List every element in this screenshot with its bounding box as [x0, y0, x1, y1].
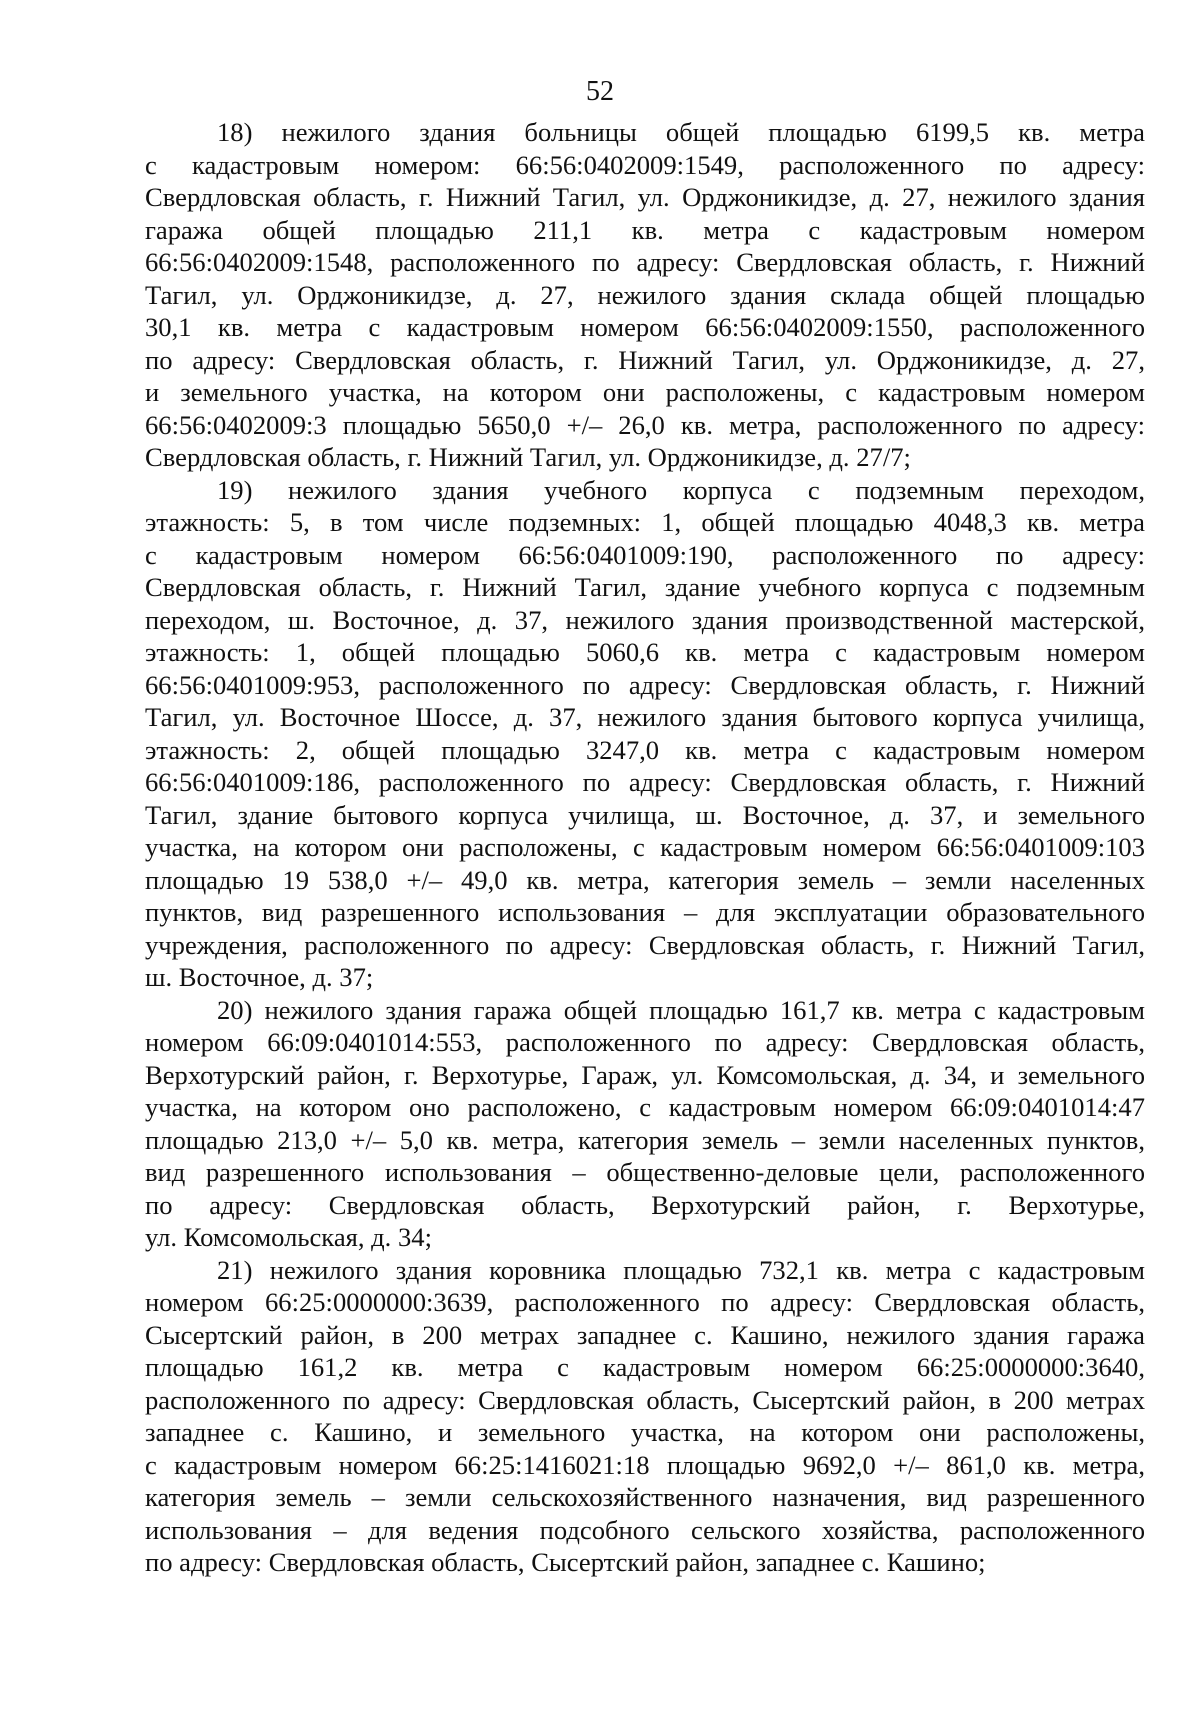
- text-line: 66:56:0401009:953, расположенного по адресу: Свердловская область, г. Нижний: [145, 669, 1145, 700]
- text-line: 30,1 кв. метра с кадастровым номером 66:56:0402009:1550, расположенного: [145, 312, 1145, 342]
- text-line: площадью 161,2 кв. метра с кадастровым номером 66:25:0000000:3640,: [145, 1352, 1145, 1382]
- text-line: номером 66:25:0000000:3639, расположенного по адресу: Свердловская область,: [145, 1287, 1145, 1317]
- text-line: Тагил, ул. Орджоникидзе, д. 27, нежилого здания склада общей площадью: [145, 279, 1145, 310]
- text-line: площадью 213,0 +/– 5,0 кв. метра, категория земель – земли населенных пунктов,: [145, 1124, 1145, 1155]
- text-line: этажность: 2, общей площадью 3247,0 кв. метра с кадастровым номером: [145, 734, 1145, 765]
- text-line: по адресу: Свердловская область, Сысертский район, западнее с. Кашино;: [145, 1547, 986, 1577]
- text-line: 66:56:0402009:3 площадью 5650,0 +/– 26,0 кв. метра, расположенного по адресу:: [145, 409, 1145, 440]
- text-line: ул. Комсомольская, д. 34;: [145, 1222, 432, 1252]
- text-line: по адресу: Свердловская область, г. Нижний Тагил, ул. Орджоникидзе, д. 27,: [145, 344, 1145, 375]
- paragraph-item-20: [145, 994, 1145, 1254]
- text-line: с кадастровым номером: 66:56:0402009:1549, расположенного по адресу:: [145, 149, 1145, 180]
- text-line: пунктов, вид разрешенного использования – для эксплуатации образовательного: [145, 897, 1145, 927]
- text-line: Тагил, ул. Восточное Шоссе, д. 37, нежилого здания бытового корпуса училища,: [145, 702, 1145, 732]
- text-line: и земельного участка, на котором они расположены, с кадастровым номером: [145, 377, 1145, 407]
- text-line: участка, на котором они расположены, с кадастровым номером 66:56:0401009:103: [145, 832, 1145, 862]
- document-body: [145, 116, 1145, 1579]
- text-line: использования – для ведения подсобного сельского хозяйства, расположенного: [145, 1514, 1145, 1545]
- text-line: Свердловская область, г. Нижний Тагил, здание учебного корпуса с подземным: [145, 572, 1145, 602]
- text-line: 20) нежилого здания гаража общей площадью 161,7 кв. метра с кадастровым: [217, 994, 1145, 1025]
- text-line: номером 66:09:0401014:553, расположенного по адресу: Свердловская область,: [145, 1027, 1145, 1057]
- text-line: по адресу: Свердловская область, Верхотурский район, г. Верхотурье,: [145, 1189, 1145, 1220]
- text-line: расположенного по адресу: Свердловская область, Сысертский район, в 200 метрах: [145, 1384, 1145, 1415]
- text-line: этажность: 1, общей площадью 5060,6 кв. метра с кадастровым номером: [145, 637, 1145, 667]
- paragraph-item-21: [145, 1254, 1145, 1579]
- text-line: переходом, ш. Восточное, д. 37, нежилого здания производственной мастерской,: [145, 604, 1145, 635]
- text-line: Свердловская область, г. Нижний Тагил, ул. Орджоникидзе, д. 27/7;: [145, 442, 911, 472]
- text-line: Сысертский район, в 200 метрах западнее с. Кашино, нежилого здания гаража: [145, 1319, 1145, 1350]
- text-line: Тагил, здание бытового корпуса училища, ш. Восточное, д. 37, и земельного: [145, 799, 1145, 830]
- text-line: 66:56:0402009:1548, расположенного по адресу: Свердловская область, г. Нижний: [145, 247, 1145, 277]
- text-line: 18) нежилого здания больницы общей площадью 6199,5 кв. метра: [217, 117, 1145, 147]
- text-line: участка, на котором оно расположено, с кадастровым номером 66:09:0401014:47: [145, 1092, 1145, 1122]
- text-line: гаража общей площадью 211,1 кв. метра с кадастровым номером: [145, 214, 1145, 245]
- text-line: западнее с. Кашино, и земельного участка, на котором они расположены,: [145, 1417, 1145, 1447]
- paragraph-item-19: [145, 474, 1145, 994]
- text-line: с кадастровым номером 66:25:1416021:18 площадью 9692,0 +/– 861,0 кв. метра,: [145, 1449, 1145, 1480]
- text-line: категория земель – земли сельскохозяйственного назначения, вид разрешенного: [145, 1482, 1145, 1512]
- text-line: учреждения, расположенного по адресу: Свердловская область, г. Нижний Тагил,: [145, 929, 1145, 960]
- paragraph-item-18: [145, 116, 1145, 474]
- text-line: 21) нежилого здания коровника площадью 732,1 кв. метра с кадастровым: [217, 1254, 1145, 1285]
- text-line: этажность: 5, в том числе подземных: 1, общей площадью 4048,3 кв. метра: [145, 507, 1145, 537]
- text-line: 19) нежилого здания учебного корпуса с подземным переходом,: [217, 474, 1145, 505]
- page-number: 52: [586, 76, 614, 107]
- text-line: ш. Восточное, д. 37;: [145, 962, 374, 992]
- text-line: Свердловская область, г. Нижний Тагил, ул. Орджоникидзе, д. 27, нежилого здания: [145, 182, 1145, 212]
- text-line: вид разрешенного использования – общественно-деловые цели, расположенного: [145, 1157, 1145, 1187]
- text-line: 66:56:0401009:186, расположенного по адресу: Свердловская область, г. Нижний: [145, 767, 1145, 797]
- text-line: площадью 19 538,0 +/– 49,0 кв. метра, категория земель – земли населенных: [145, 864, 1145, 895]
- text-line: с кадастровым номером 66:56:0401009:190, расположенного по адресу:: [145, 539, 1145, 570]
- text-line: Верхотурский район, г. Верхотурье, Гараж, ул. Комсомольская, д. 34, и земельного: [145, 1059, 1145, 1090]
